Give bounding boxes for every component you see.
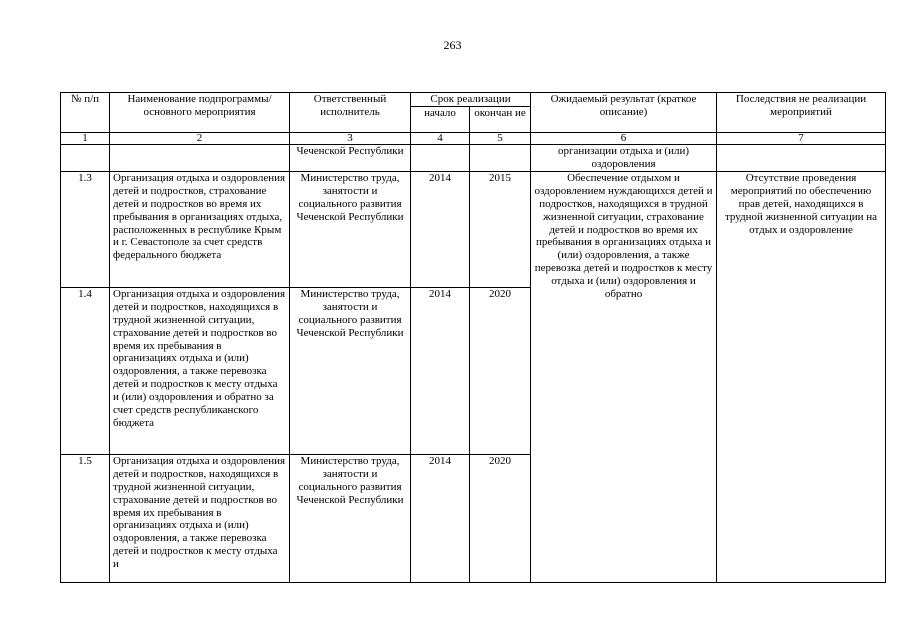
header-row <box>61 93 886 107</box>
responsible: Министерство труда, занятости и социального развития Чеченской Республики <box>290 171 411 287</box>
col-number: 5 <box>470 132 531 144</box>
col-number: 7 <box>717 132 886 144</box>
continuation-row <box>61 144 886 171</box>
responsible: Министерство труда, занятости и социального развития Чеченской Республики <box>290 454 411 582</box>
header-responsible: Ответственный исполнитель <box>290 93 411 133</box>
header-name: Наименование подпрограммы/ основного мероприятия <box>110 93 290 133</box>
table-row <box>61 171 886 287</box>
responsible: Министерство труда, занятости и социального развития Чеченской Республики <box>290 287 411 454</box>
col-number: 1 <box>61 132 110 144</box>
header-end: окончан ие <box>470 106 531 132</box>
col-number: 4 <box>411 132 470 144</box>
expected-result: Обеспечение отдыхом и оздоровлением нуждающихся детей и подростков, находящихся в трудной жизненной ситуации, страхование детей и подростков во время их пребывания в организациях отдыха и (или) оздоровления, а также перевозка детей и подростков к месту отдыха и (или) оздоровления и обратно <box>531 171 717 582</box>
end-year: 2020 <box>470 287 531 454</box>
header-num: № п/п <box>61 93 110 133</box>
row-number: 1.5 <box>61 454 110 582</box>
continuation-result: организации отдыха и (или) оздоровления <box>531 144 717 171</box>
header-period: Срок реализации <box>411 93 531 107</box>
page-number: 263 <box>443 38 462 52</box>
end-year: 2020 <box>470 454 531 582</box>
activity-name: Организация отдыха и оздоровления детей и подростков, находящихся в трудной жизненной ситуации, страхование детей и подростков во время их пребывания в организациях отдыха и (или) оздоровления, а также перевозка детей и подростков к месту отдыха и <box>110 454 290 582</box>
col-number: 2 <box>110 132 290 144</box>
row-number: 1.3 <box>61 171 110 287</box>
col-number: 6 <box>531 132 717 144</box>
start-year: 2014 <box>411 171 470 287</box>
start-year: 2014 <box>411 454 470 582</box>
column-numbers-row <box>61 132 886 144</box>
activities-table <box>60 92 886 583</box>
continuation-responsible: Чеченской Республики <box>290 144 411 171</box>
header-result: Ожидаемый результат (краткое описание) <box>531 93 717 133</box>
header-start: начало <box>411 106 470 132</box>
activity-name: Организация отдыха и оздоровления детей и подростков, страхование детей и подростков во время их пребывания в организациях отдыха, расположенных в республике Крым и г. Севастополе за счет средств федерального бюджета <box>110 171 290 287</box>
header-consequences: Последствия не реализации мероприятий <box>717 93 886 133</box>
row-number: 1.4 <box>61 287 110 454</box>
activity-name: Организация отдыха и оздоровления детей и подростков, находящихся в трудной жизненной ситуации, страхование детей и подростков во время их пребывания в организациях отдыха и (или) оздоровления, а также перевозка детей и подростков к месту отдыха и (или) оздоровления и обратно за счет средств республиканского бюджета <box>110 287 290 454</box>
start-year: 2014 <box>411 287 470 454</box>
col-number: 3 <box>290 132 411 144</box>
consequences: Отсутствие проведения мероприятий по обеспечению прав детей, находящихся в трудной жизненной ситуации на отдых и оздоровление <box>717 171 886 582</box>
end-year: 2015 <box>470 171 531 287</box>
